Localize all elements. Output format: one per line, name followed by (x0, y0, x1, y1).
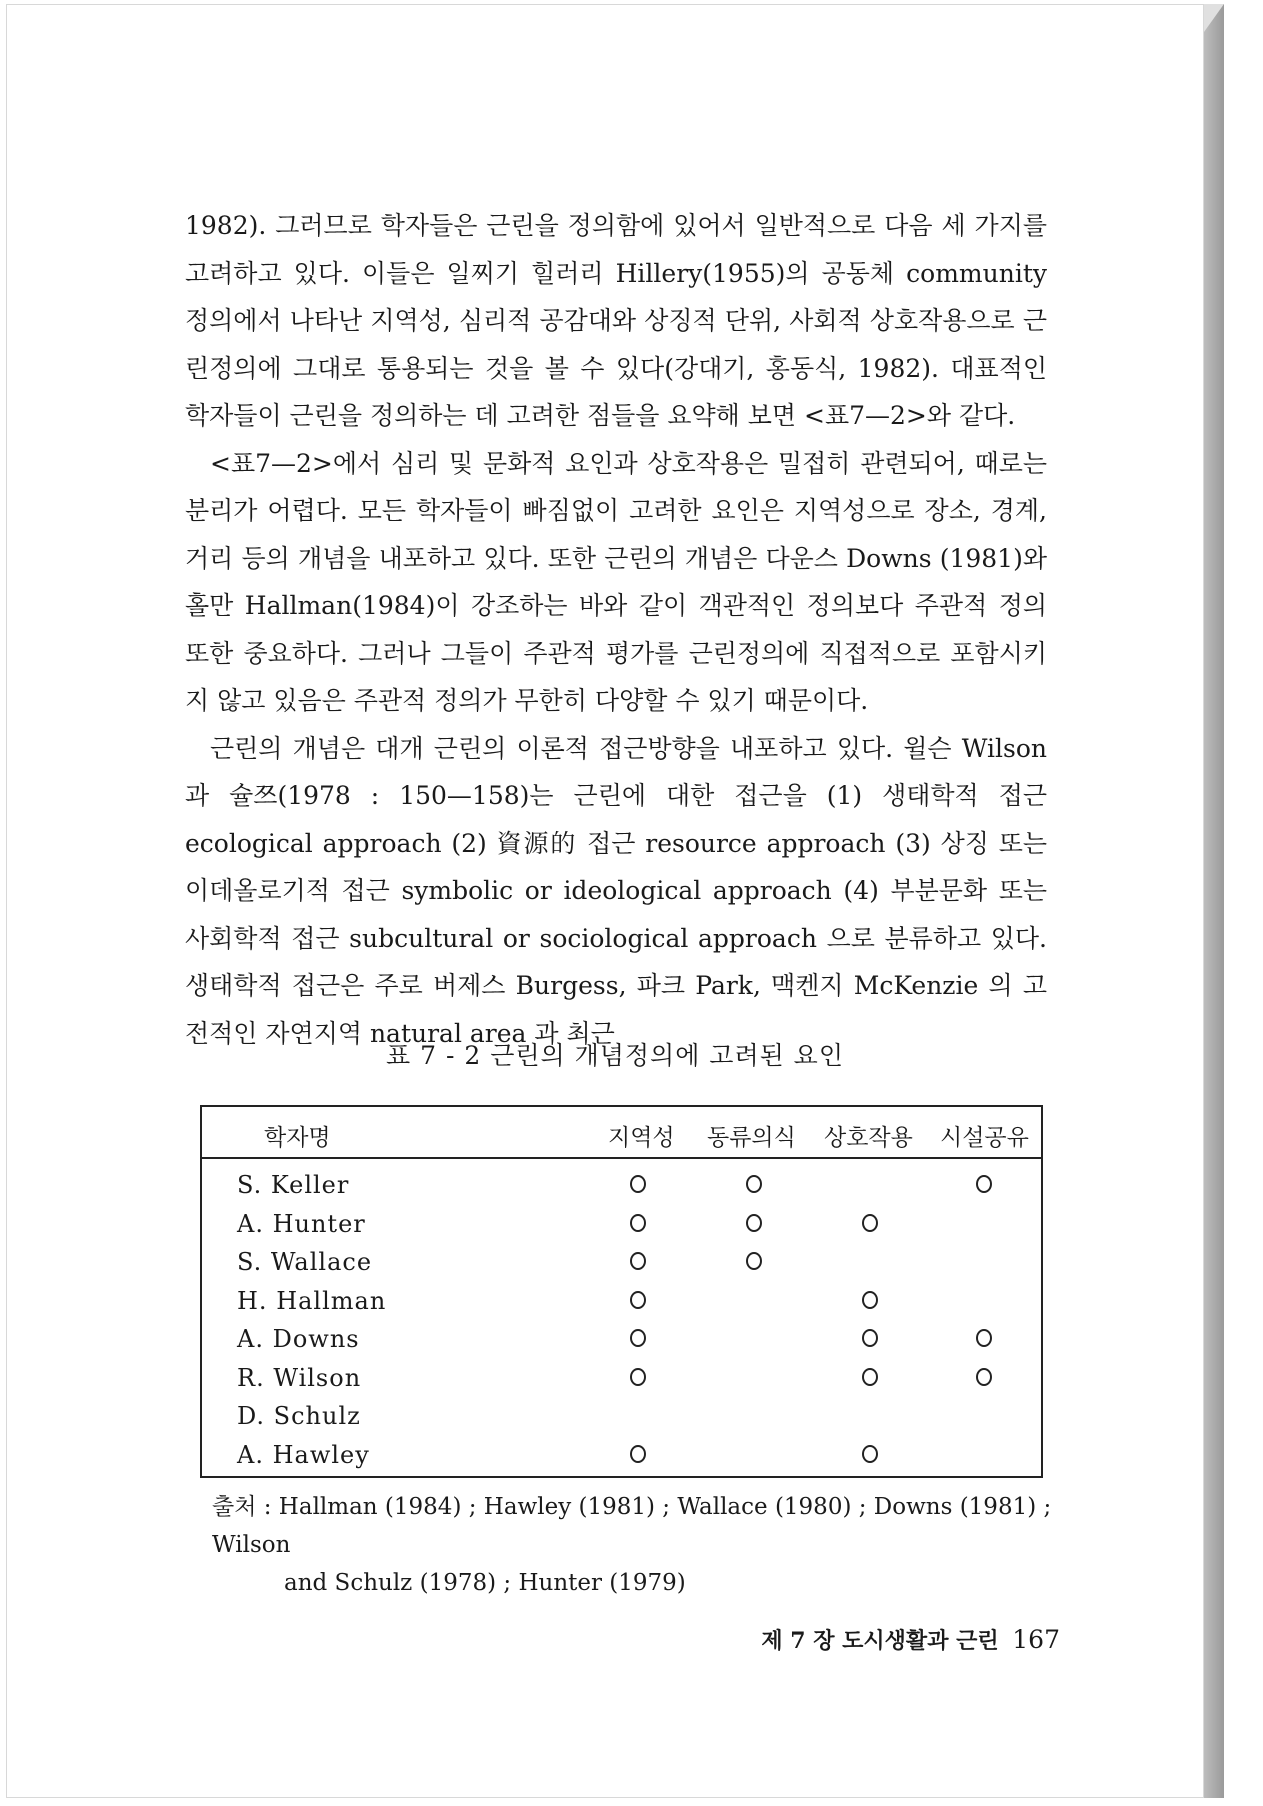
header-scholar: 학자명 (264, 1125, 331, 1151)
circle-mark-icon (630, 1445, 646, 1463)
table-source (212, 1488, 1052, 1602)
header-locality: 지역성 (608, 1125, 675, 1151)
scholar-name: S. Wallace (237, 1248, 373, 1276)
table-row (202, 1321, 1041, 1359)
circle-mark-icon (746, 1252, 762, 1270)
scholar-name: D. Schulz (237, 1402, 361, 1430)
circle-mark-icon (976, 1175, 992, 1193)
circle-mark-icon (862, 1368, 878, 1386)
page-number: 167 (1012, 1625, 1060, 1654)
paragraph-2: <표7—2>에서 심리 및 문화적 요인과 상호작용은 밀접히 관련되어, 때로는 분리가 어렵다. 모든 학자들이 빠짐없이 고려한 요인은 지역성으로 장소, 경계, 거리 등의 개념을 내포하고 있다. 또한 근린의 개념은 다운스 Downs (1981)와 홀만 Hallman(1984)이 강조하는 바와 같이 객관적인 정의보다 주관적 정의 또한 중요하다. 그러나 그들이 주관적 평가를 근린정의에 직접적으로 포함시키지 않고 있음은 주관적 정의가 무한히 다양할 수 있기 때문이다. (185, 448, 1047, 715)
circle-mark-icon (976, 1368, 992, 1386)
circle-mark-icon (630, 1175, 646, 1193)
circle-mark-icon (746, 1214, 762, 1232)
header-shared-facilities: 시설공유 (940, 1125, 1029, 1151)
scholar-name: A. Hunter (237, 1209, 366, 1238)
factors-table (200, 1105, 1043, 1478)
header-interaction: 상호작용 (824, 1125, 913, 1151)
header-belonging: 동류의식 (707, 1125, 796, 1151)
scholar-name: R. Wilson (237, 1363, 362, 1392)
scholar-name: H. Hallman (237, 1286, 387, 1315)
circle-mark-icon (862, 1445, 878, 1463)
scholar-name: A. Downs (237, 1325, 360, 1353)
circle-mark-icon (746, 1175, 762, 1193)
circle-mark-icon (630, 1291, 646, 1309)
page-edge-shadow (1204, 4, 1224, 1798)
source-line-2: and Schulz (1978) ; Hunter (1979) (284, 1570, 686, 1596)
circle-mark-icon (630, 1329, 646, 1347)
table-row (202, 1167, 1041, 1205)
paragraph-1: 1982). 그러므로 학자들은 근린을 정의함에 있어서 일반적으로 다음 세 가지를 고려하고 있다. 이들은 일찌기 힐러리 Hillery(1955)의 공동체 community 정의에서 나타난 지역성, 심리적 공감대와 상징적 단위, 사회적 상호작용으로 근린정의에 그대로 통용되는 것을 볼 수 있다(강대기, 홍동식, 1982). 대표적인 학자들이 근린을 정의하는 데 고려한 점들을 요약해 보면 <표7—2>와 같다. (185, 211, 1047, 430)
page-footer (760, 1624, 1060, 1655)
circle-mark-icon (630, 1214, 646, 1232)
circle-mark-icon (630, 1252, 646, 1270)
scholar-name: A. Hawley (237, 1440, 370, 1469)
circle-mark-icon (976, 1329, 992, 1347)
circle-mark-icon (630, 1368, 646, 1386)
circle-mark-icon (862, 1329, 878, 1347)
body-text (185, 202, 1047, 1057)
table-header (202, 1107, 1041, 1159)
source-line-1: 출처 : Hallman (1984) ; Hawley (1981) ; Wallace (1980) ; Downs (1981) ; Wilson (212, 1494, 1052, 1558)
table-row (202, 1360, 1041, 1398)
table-row (202, 1206, 1041, 1244)
circle-mark-icon (862, 1214, 878, 1232)
table-row (202, 1244, 1041, 1282)
circle-mark-icon (862, 1291, 878, 1309)
table-row (202, 1283, 1041, 1321)
chapter-title: 제 7 장 도시생활과 근린 (761, 1628, 999, 1654)
table-row (202, 1437, 1041, 1475)
table-row (202, 1398, 1041, 1436)
paragraph-3: 근린의 개념은 대개 근린의 이론적 접근방향을 내포하고 있다. 윌슨 Wilson 과 슐쯔(1978 : 150—158)는 근린에 대한 접근을 (1) 생태학적 접근 ecological approach (2) 資源的 접근 resource approach (3) 상징 또는 이데올로기적 접근 symbolic or ideological approach (4) 부분문화 또는 사회학적 접근 subcultural or sociological approach 으로 분류하고 있다. 생태학적 접근은 주로 버제스 Burgess, 파크 Park, 맥켄지 McKenzie 의 고전적인 자연지역 natural area 과 최근 (185, 733, 1047, 1048)
table-title: 표 7 - 2 근린의 개념정의에 고려된 요인 (386, 1041, 844, 1070)
scholar-name: S. Keller (237, 1171, 350, 1199)
